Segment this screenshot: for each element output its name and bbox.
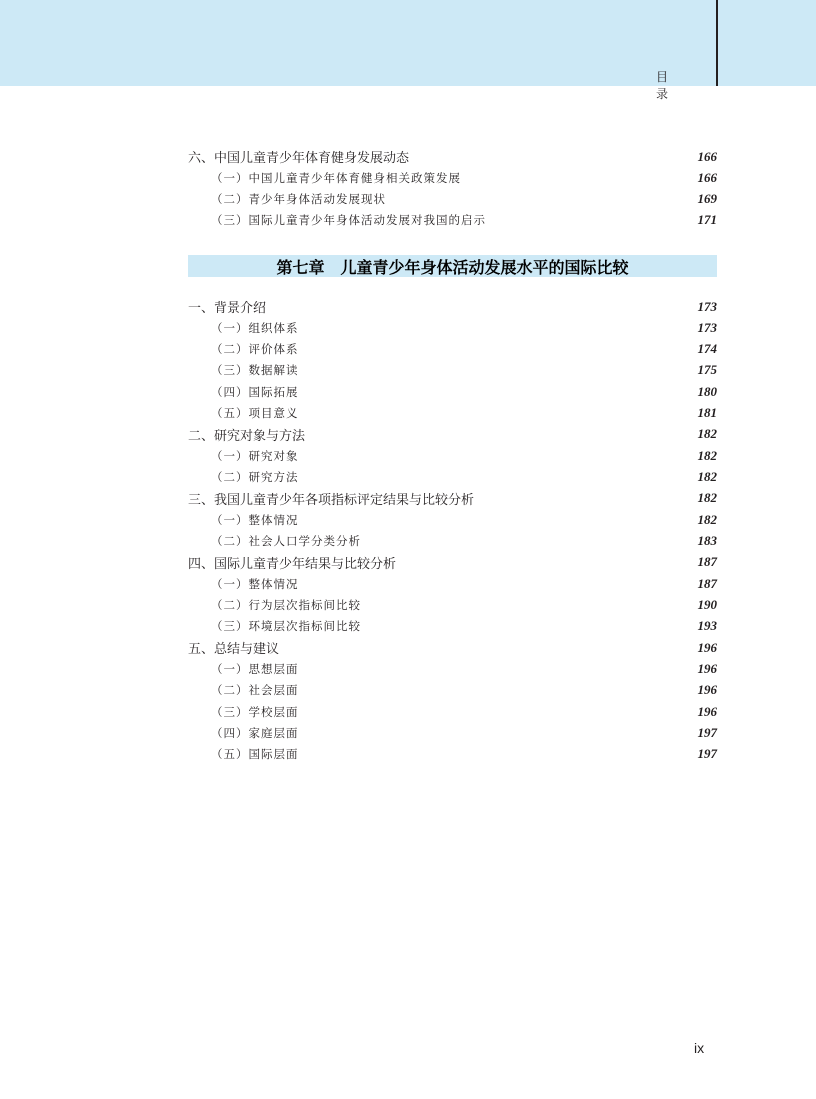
toc-entry[interactable] [188, 595, 717, 616]
toc-entry-page: 175 [697, 362, 717, 378]
toc-entry-title: （一）整体情况 [211, 512, 299, 527]
toc-entry-title: （五）国际层面 [211, 747, 299, 762]
toc-entry[interactable] [188, 146, 717, 167]
toc-entry-page: 193 [697, 618, 717, 634]
toc-entry-page: 181 [697, 405, 717, 421]
toc-entry-page: 196 [697, 682, 717, 698]
toc-entry-title: 二、研究对象与方法 [188, 428, 306, 444]
toc-entry[interactable] [188, 552, 717, 573]
toc-entry-title: （一）整体情况 [211, 576, 299, 591]
toc-entry[interactable] [188, 509, 717, 530]
page-folio: ix [694, 1040, 705, 1056]
toc-entry-title: （一）研究对象 [211, 448, 299, 463]
toc-entry[interactable] [188, 167, 717, 188]
toc-entry[interactable] [188, 573, 717, 594]
toc-entry-page: 197 [697, 725, 717, 741]
toc-entry-title: （二）研究方法 [211, 470, 299, 485]
toc-entry[interactable] [188, 403, 717, 424]
chapter-number: 第七章 [276, 257, 325, 277]
toc-entry-page: 196 [697, 639, 717, 655]
toc-entry-page: 182 [697, 511, 717, 527]
header-vertical-rule [716, 0, 718, 86]
toc-entry-title: （一）组织体系 [211, 320, 299, 335]
toc-entry-title: （一）思想层面 [211, 662, 299, 677]
toc-entry-title: 六、中国儿童青少年体育健身发展动态 [188, 151, 410, 166]
toc-entry[interactable] [188, 680, 717, 701]
toc-entry-page: 166 [697, 148, 717, 164]
toc-entry-page: 182 [697, 469, 717, 485]
toc-entry-title: （二）青少年身体活动发展现状 [211, 192, 386, 207]
toc-entry[interactable] [188, 701, 717, 722]
toc-entry-page: 169 [697, 191, 717, 207]
toc-entry[interactable] [188, 317, 717, 338]
toc-entry-page: 187 [697, 575, 717, 591]
toc-entry-page: 196 [697, 661, 717, 677]
toc-entry-title: 三、我国儿童青少年各项指标评定结果与比较分析 [188, 492, 475, 508]
toc-entry-page: 173 [697, 298, 717, 314]
toc-entry-title: （三）数据解读 [211, 363, 299, 378]
toc-entry[interactable] [188, 659, 717, 680]
toc-entry-page: 190 [697, 597, 717, 613]
toc-entry[interactable] [188, 744, 717, 765]
toc-entry-title: （四）国际拓展 [211, 384, 299, 399]
toc-entry-page: 180 [697, 383, 717, 399]
toc-entry-page: 166 [697, 169, 717, 185]
toc-entry-page: 182 [697, 426, 717, 442]
toc-entry[interactable] [188, 360, 717, 381]
toc-entry[interactable] [188, 339, 717, 360]
toc-entry-title: （二）行为层次指标间比较 [211, 598, 361, 613]
toc-entry-page: 182 [697, 447, 717, 463]
toc-entry[interactable] [188, 296, 717, 317]
toc-entry-title: （二）社会人口学分类分析 [211, 534, 361, 549]
toc-entry-title: 五、总结与建议 [188, 642, 280, 658]
toc-entry[interactable] [188, 424, 717, 445]
toc-entry[interactable] [188, 488, 717, 509]
toc-entry-page: 183 [697, 533, 717, 549]
toc-entry-title: 一、背景介绍 [188, 301, 267, 316]
toc-entry-title: （三）国际儿童青少年身体活动发展对我国的启示 [211, 213, 486, 228]
toc-entry-page: 196 [697, 703, 717, 719]
toc-entry-page: 171 [697, 212, 717, 228]
toc-entry-page: 182 [697, 490, 717, 506]
toc-entry-page: 174 [697, 341, 717, 357]
toc-entry-title: （三）学校层面 [211, 704, 299, 719]
toc-entry[interactable] [188, 210, 717, 231]
toc-entry-title: （四）家庭层面 [211, 726, 299, 741]
toc-entry-title: （一）中国儿童青少年体育健身相关政策发展 [211, 170, 461, 185]
running-head: 目录 [656, 70, 691, 101]
toc-entry[interactable] [188, 445, 717, 466]
toc-entry-title: （二）评价体系 [211, 342, 299, 357]
toc-entry[interactable] [188, 381, 717, 402]
toc-entry-page: 187 [697, 554, 717, 570]
chapter-title: 儿童青少年身体活动发展水平的国际比较 [340, 257, 629, 277]
toc-entry[interactable] [188, 189, 717, 210]
toc-entry-title: （五）项目意义 [211, 406, 299, 421]
toc-entry[interactable] [188, 616, 717, 637]
toc-entry-page: 197 [697, 746, 717, 762]
toc-entry[interactable] [188, 467, 717, 488]
toc-entry-page: 173 [697, 319, 717, 335]
toc-entry-title: 四、国际儿童青少年结果与比较分析 [188, 556, 397, 572]
toc-entry[interactable] [188, 531, 717, 552]
toc-entry[interactable] [188, 637, 717, 658]
chapter-heading [188, 255, 717, 277]
toc-entry[interactable] [188, 723, 717, 744]
toc-entry-title: （三）环境层次指标间比较 [211, 619, 361, 634]
toc-entry-title: （二）社会层面 [211, 683, 299, 698]
